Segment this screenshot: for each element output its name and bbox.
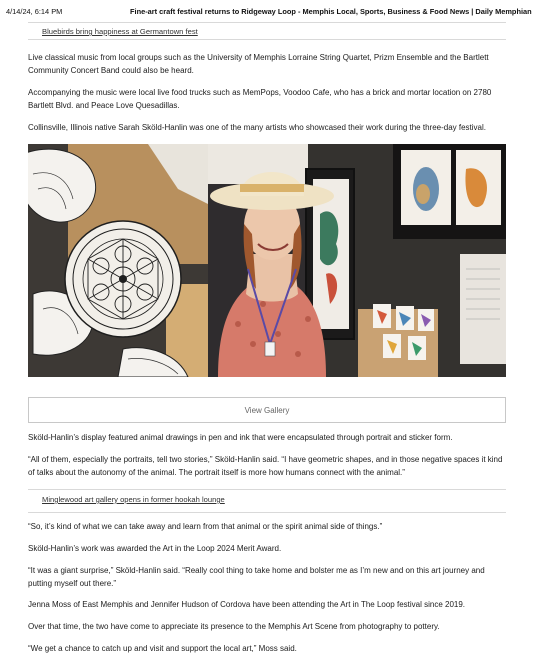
photo-artwork-stickers[interactable]: [28, 144, 208, 377]
related-story-link-2[interactable]: Minglewood art gallery opens in former hookah lounge: [42, 495, 225, 504]
paragraph-moss-quote: “We get a chance to catch up and visit and support the local art,” Moss said.: [28, 644, 297, 653]
paragraph-food-trucks: Accompanying the music were local live food trucks such as MemPops, Voodoo Cafe, who has a brick and mortar location on 2780 Bartlett Blvd. and Peace Love Quesadillas.: [28, 88, 492, 110]
paragraph-spirit-animal: “So, it’s kind of what we can take away and learn from that animal or the spirit animal side of things.”: [28, 522, 383, 531]
artwork-stickers-image: [28, 144, 208, 377]
paragraph-artist-intro: Collinsville, Illinois native Sarah Sköld-Hanlin was one of the many artists who showcased their work during the three-day festival.: [28, 123, 486, 132]
paragraph-artist-quote: “All of them, especially the portraits, tell two stories,” Sköld-Hanlin said. “I have geometric shapes, and in those negative spaces it kind of talks about the autonomy of the animal. The portrait itself is more how humans connect with the animal.”: [28, 455, 503, 477]
paragraph-art-scene: Over that time, the two have come to appreciate its presence to the Memphis Art Scene from photography to pottery.: [28, 622, 440, 631]
paragraph-attendees: Jenna Moss of East Memphis and Jennifer Hudson of Cordova have been attending the Art in The Loop festival since 2019.: [28, 600, 466, 609]
artist-portrait-image: [208, 144, 506, 377]
view-gallery-button[interactable]: View Gallery: [28, 397, 506, 423]
print-page-title: Fine-art craft festival returns to Ridgeway Loop - Memphis Local, Sports, Business & Food News | Daily Memphian: [130, 7, 532, 16]
related-story-1: [28, 22, 506, 40]
print-timestamp: 4/14/24, 6:14 PM: [6, 7, 63, 16]
paragraph-music: Live classical music from local groups such as the University of Memphis Lorraine String Quartet, Prizm Ensemble and the Bartlett Community Concert Band could also be heard.: [28, 53, 489, 75]
related-story-2: [28, 489, 506, 513]
paragraph-merit-award: Sköld-Hanlin’s work was awarded the Art in the Loop 2024 Merit Award.: [28, 544, 282, 553]
print-header: [0, 0, 534, 18]
photo-artist-portrait[interactable]: [208, 144, 506, 377]
paragraph-display-description: Sköld-Hanlin’s display featured animal drawings in pen and ink that were encapsulated through portrait and sticker form.: [28, 433, 453, 442]
paragraph-surprise-quote: “It was a giant surprise,” Sköld-Hanlin said. “Really cool thing to take home and bolster me as I’m new and on this art journey and putting myself out there.”: [28, 566, 485, 588]
related-story-link-1[interactable]: Bluebirds bring happiness at Germantown fest: [42, 27, 198, 36]
